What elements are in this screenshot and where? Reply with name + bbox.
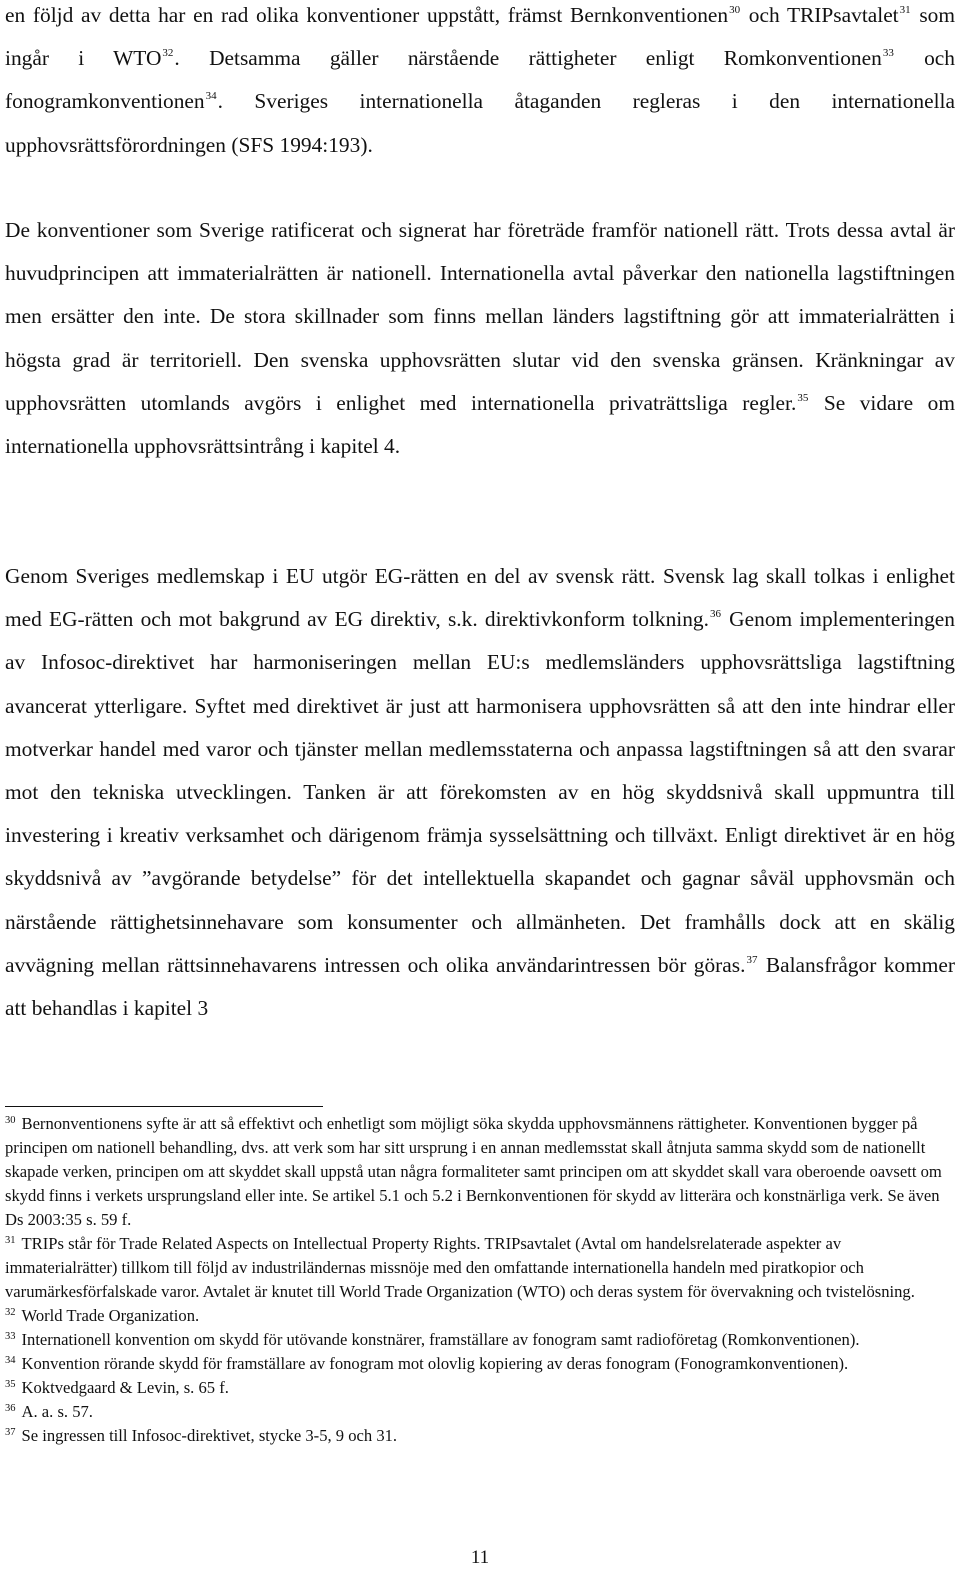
footnote-number: 37 — [5, 1427, 16, 1438]
body-text: Balansfrågor kommer att behandlas i kapitel 3 — [5, 952, 955, 1021]
body-text: och TRIPsavtalet — [741, 3, 899, 27]
footnote-text: Konvention rörande skydd för framställare av fonogram mot olovlig kopiering av deras fonogram (Fonogramkonventionen). — [21, 1354, 849, 1373]
paragraph-conventions-intro — [5, 0, 955, 167]
paragraph-eu-law — [5, 555, 955, 1030]
footnote-number: 35 — [5, 1379, 16, 1390]
page-number: 11 — [470, 1547, 490, 1568]
footnote-text: Internationell konvention om skydd för utövande konstnärer, framställare av fonogram samt radioföretag (Romkonventionen). — [21, 1330, 860, 1349]
footnote-number: 33 — [5, 1331, 16, 1342]
body-text: och fonogramkonventionen — [5, 46, 955, 114]
body-text: De konventioner som Sverige ratificerat och signerat har företräde framför nationell rätt. Trots dessa avtal är huvudprincipen att immaterialrätten är nationell. Internationella avtal påverkar den nationella lagstiftningen men ersätter den inte. De stora skillnader som finns mellan länders lagstiftning gör att immaterialrätten i högsta grad är territoriell. Den svenska upphovsrätten slutar vid den svenska gränsen. Kränkningar av upphovsrätten utomlands avgörs i enlighet med internationella privaträttsliga regler. — [5, 218, 955, 415]
footnote-33 — [5, 1328, 955, 1352]
footnote-35 — [5, 1376, 955, 1400]
footnote-34 — [5, 1352, 955, 1376]
footnote-37 — [5, 1424, 955, 1448]
footnote-number: 36 — [5, 1403, 16, 1414]
footnote-ref-30[interactable]: 30 — [729, 4, 741, 16]
body-text: en följd av detta har en rad olika konventioner uppstått, främst Bernkonventionen — [5, 3, 729, 27]
footnote-32 — [5, 1304, 955, 1328]
body-text: Genom Sveriges medlemskap i EU utgör EG-rätten en del av svensk rätt. Svensk lag skall tolkas i enlighet med EG-rätten och mot bakgrund av EG direktiv, s.k. direktivkonform tolkning. — [5, 564, 955, 632]
footnote-31 — [5, 1232, 955, 1304]
footnote-30 — [5, 1112, 955, 1232]
footnote-number: 32 — [5, 1307, 16, 1318]
footnote-ref-35[interactable]: 35 — [797, 391, 809, 404]
footnote-separator — [5, 1106, 323, 1107]
body-text: Genom implementeringen av Infosoc-direktivet har harmoniseringen mellan EU:s medlemsländers upphovsrättsliga lagstiftning avancerat ytterligare. Syftet med direktivet är just att harmonisera upphovsrätten så att den inte hindrar eller motverkar handel med varor och tjänster mellan medlemsstaterna och anpassa lagstiftningen så att den svarar mot den tekniska utvecklingen. Tanken är att förekomsten av en hög skyddsnivå skall uppmuntra till investering i kreativ verksamhet och därigenom främja sysselsättning och tillväxt. Enligt direktivet är en hög skyddsnivå av ”avgörande betydelse” för det intellektuella skapandet och gagnar såväl upphovsmän och närstående rättighetsinnehavare som konsumenter och allmänheten. Det framhålls dock att en skälig avvägning mellan rättsinnehavarens intressen och olika användarintressen bör göras. — [5, 607, 955, 977]
footnote-ref-31[interactable]: 31 — [899, 4, 911, 16]
body-text: . Sveriges internationella åtaganden regleras i den internationella upphovsrättsförordningen (SFS 1994:193). — [5, 89, 955, 157]
footnote-text: A. a. s. 57. — [21, 1402, 93, 1421]
footnote-text: Koktvedgaard & Levin, s. 65 f. — [21, 1378, 229, 1397]
paragraph-national-law — [5, 209, 955, 468]
body-text: Se vidare om internationella upphovsrättsintrång i kapitel 4. — [5, 390, 955, 459]
footnotes — [5, 1112, 955, 1448]
footnote-number: 30 — [5, 1115, 16, 1126]
footnote-ref-34[interactable]: 34 — [205, 90, 217, 103]
footnote-36 — [5, 1400, 955, 1424]
footnote-number: 31 — [5, 1235, 16, 1246]
footnote-ref-37[interactable]: 37 — [746, 953, 758, 966]
footnote-text: Bernonventionens syfte är att så effektivt och enhetligt som möjligt söka skydda upphovsmännens rättigheter. Konventionen bygger på principen om nationell behandling, dvs. att verk som har sitt ursprung i en annan medlemsstat skall åtnjuta samma skydd som de nationellt skapade verken, principen om att skyddet skall uppstå utan några formaliteter samt principen om att skyddet skall vara oberoende oavsett om skydd finns i verkets ursprungsland eller inte. Se artikel 5.1 och 5.2 i Bernkonventionen för skydd av litterära och konstnärliga verk. Se även Ds 2003:35 s. 59 f. — [5, 1114, 942, 1229]
body-text: som ingår i WTO — [5, 3, 955, 71]
footnote-number: 34 — [5, 1355, 16, 1366]
body-text: . Detsamma gäller närstående rättigheter enligt Romkonventionen — [174, 46, 882, 71]
footnote-ref-36[interactable]: 36 — [709, 608, 721, 621]
footnote-text: World Trade Organization. — [21, 1306, 200, 1325]
footnote-ref-32[interactable]: 32 — [162, 47, 174, 60]
footnote-ref-33[interactable]: 33 — [882, 47, 894, 60]
footnote-text: Se ingressen till Infosoc-direktivet, stycke 3-5, 9 och 31. — [21, 1426, 398, 1445]
footnote-text: TRIPs står för Trade Related Aspects on Intellectual Property Rights. TRIPsavtalet (Avtal om handelsrelaterade aspekter av immaterialrätter) tillkom till följd av industriländernas missnöje med den omfattande internationella handeln med piratkopior och varumärkesförfalskade varor. Avtalet är knutet till World Trade Organization (WTO) och deras system för övervakning och tvistelösning. — [5, 1234, 915, 1301]
